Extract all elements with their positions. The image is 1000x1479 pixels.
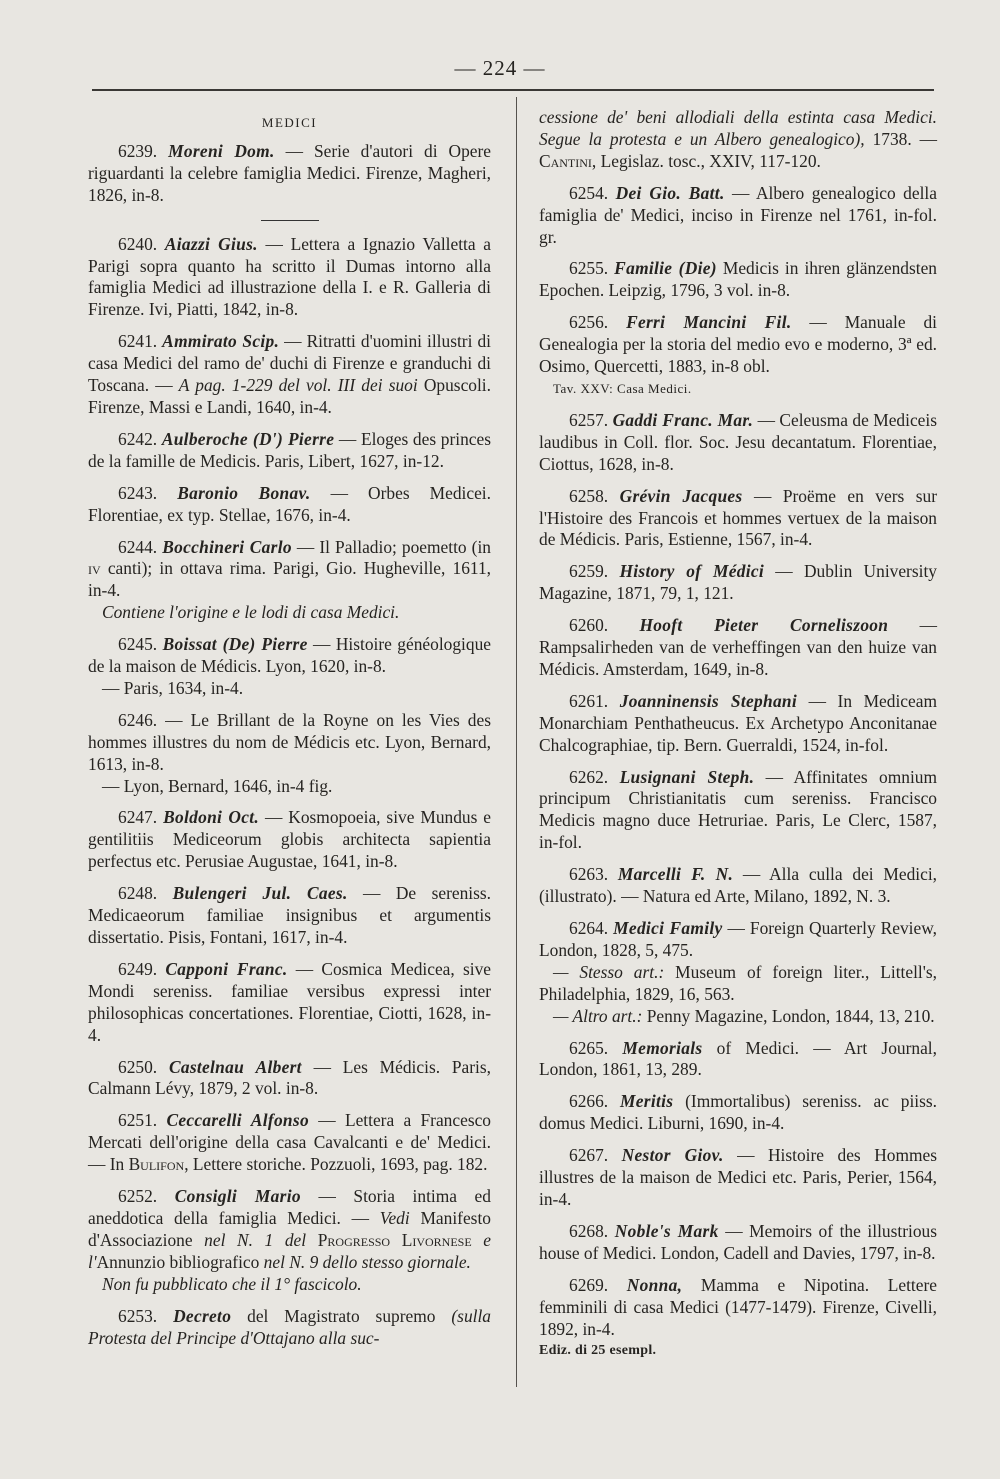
- header-rule: [92, 89, 934, 91]
- entry-text-continued: , Legislaz. tosc., XXIV, 117-120.: [591, 150, 821, 171]
- entry-text: — Memoirs of the illustrious house of Medici. London, Cadell and Davies, 1797, in-8.: [539, 1220, 937, 1263]
- entry-6248: [88, 883, 491, 949]
- entry-number: 6256.: [569, 312, 609, 333]
- entry-6253-continued: [539, 107, 937, 173]
- entry-text: del Magistrato supremo: [231, 1305, 452, 1326]
- entry-author: Medici Family: [613, 918, 723, 938]
- entry-author: Memorials: [622, 1037, 703, 1058]
- entry-6255: [539, 258, 937, 302]
- entry-text: — Manuale di Genealogia per la storia del medio evo e moderno, 3ª ed. Osimo, Quercetti, 1883, in-8 obl.: [539, 312, 937, 377]
- entry-number: 6264.: [569, 918, 609, 938]
- entry-6244: [88, 537, 491, 625]
- entry-number: 6260.: [569, 615, 609, 636]
- entry-author: Castelnau Albert: [168, 1056, 302, 1077]
- entry-number: 6255.: [569, 258, 609, 279]
- entry-subedition: [539, 962, 937, 1006]
- entry-author: Aulberoche (D') Pierre: [161, 428, 335, 449]
- entry-text: — Ritratti d'uomini illustri di casa Medici del ramo de' duchi di Firenze e granduchi di Toscana. —: [88, 331, 491, 396]
- entry-author: Bulengeri Jul. Caes.: [172, 883, 348, 904]
- entry-author: Gaddi Franc. Mar.: [612, 409, 754, 430]
- entry-6253: [88, 1306, 491, 1350]
- entry-number: 6250.: [118, 1056, 158, 1077]
- entry-6241: [88, 331, 491, 419]
- entry-text: — Dublin University Magazine, 1871, 79, 1, 121.: [539, 561, 937, 604]
- entry-6254: [539, 183, 937, 249]
- entry-text: — Affinitates omnium principum Christianitatis cum sereniss. Francisco Medicis magno duce Hetruriae. Paris, Le Clerc, 1587, in-fol.: [539, 766, 938, 853]
- entry-italic-text: (sulla Protesta del Principe d'Ottajano alla suc-: [88, 1305, 492, 1348]
- entry-subedition: [539, 1006, 937, 1028]
- entry-text-continued: canti); in ottava rima. Parigi, Gio. Hugheville, 1611, in-4.: [88, 558, 491, 601]
- entry-text: — Storia intima ed aneddotica della famiglia Medici. —: [88, 1186, 491, 1228]
- section-title: MEDICI: [261, 115, 318, 130]
- entry-text: Museum of foreign liter., Littell's, Philadelphia, 1829, 16, 563.: [539, 961, 937, 1004]
- entry-number: 6266.: [569, 1091, 609, 1112]
- entry-number: 6265.: [569, 1037, 609, 1058]
- entry-author: History of Médici: [619, 561, 764, 582]
- entry-smallcaps: Progresso Livornese: [306, 1229, 472, 1250]
- entry-text: — Proëme en vers sur l'Histoire des Francois et hommes vertuex de la maison de Médicis. Paris, Estienne, 1567, in-4.: [539, 485, 937, 550]
- entry-text: — Foreign Quarterly Review, London, 1828, 5, 475.: [539, 918, 938, 960]
- entry-author: Nonna,: [626, 1274, 683, 1295]
- entry-text: — Rampsalігheden van de verheffingen van den huize van Médicis. Amsterdam, 1649, in-8.: [539, 615, 937, 679]
- entry-6257: [539, 410, 937, 476]
- entry-6262: [539, 767, 937, 855]
- entry-text: of Medici. — Art Journal, London, 1861, 13, 289.: [539, 1037, 937, 1080]
- entry-author: Marcelli F. N.: [617, 864, 734, 885]
- entry-author: Noble's Mark: [614, 1220, 719, 1241]
- entry-text: Penny Magazine, London, 1844, 13, 210.: [642, 1005, 935, 1026]
- entry-6251: [88, 1110, 491, 1176]
- entry-text: — Celeusma de Mediceis laudibus in Coll. flor. Soc. Jesu decantatum. Florentiae, Ciottus, 1628, in-8.: [539, 409, 937, 474]
- entry-author: Decreto: [173, 1305, 232, 1326]
- entry-6252: [88, 1186, 491, 1296]
- entry-author: Moreni Dom.: [168, 140, 275, 161]
- entry-author: Lusignani Steph.: [619, 766, 755, 787]
- entry-number: 6243.: [118, 482, 158, 503]
- entry-6259: [539, 561, 937, 605]
- entry-text: — Albero genealogico della famiglia de' Medici, inciso in Firenze nel 1761, in-fol. gr.: [539, 182, 937, 247]
- entry-author: Aiazzi Gius.: [164, 233, 258, 254]
- entry-6249: [88, 959, 491, 1047]
- entry-number: 6258.: [569, 485, 609, 506]
- entry-text: 1738. —: [864, 128, 938, 149]
- entry-text: — In Mediceam Monarchiam Penthatheucus. Ex Archetypo Anconitanae Chalcographiae, tip. Bern. Guerraldi, 1524, in-fol.: [539, 690, 937, 755]
- entry-6266: [539, 1091, 937, 1135]
- entry-text: — Le Brillant de la Royne on les Vies des hommes illustres du nom de Médicis etc. Lyon, Bernard, 1613, in-8.: [88, 709, 491, 774]
- entry-6260: [539, 615, 937, 681]
- entry-number: 6249.: [118, 958, 158, 979]
- entry-italic-text: Vedi: [379, 1207, 410, 1228]
- entry-text: — Il Palladio; poemetto (in: [291, 536, 491, 557]
- entry-number: 6246.: [118, 709, 158, 730]
- entry-number: 6241.: [118, 331, 158, 352]
- entry-number: 6244.: [118, 536, 158, 557]
- page-number: — 224 —: [454, 56, 546, 80]
- entry-number: 6262.: [569, 766, 609, 787]
- entry-text: — Alla culla dei Medici, (illustrato). — Natura ed Arte, Milano, 1892, N. 3.: [539, 864, 937, 907]
- entry-text: — Serie d'autori di Opere riguardanti la celebre famiglia Medici. Firenze, Magheri, 1826, in-8.: [88, 140, 491, 205]
- entry-author: Familie (Die): [614, 258, 717, 279]
- entry-text-continued: Opuscoli. Firenze, Massi e Landi, 1640, in-4.: [88, 375, 491, 417]
- entry-text: — Histoire généologique de la maison de Médicis. Lyon, 1620, in-8.: [88, 634, 491, 677]
- entry-number: 6251.: [118, 1110, 158, 1131]
- column-divider: [516, 97, 517, 1387]
- entry-number: 6257.: [569, 409, 609, 430]
- entry-number: 6239.: [118, 140, 158, 161]
- entry-italic-text: — Stesso art.:: [553, 961, 665, 982]
- entry-smallcaps: Bulifon: [128, 1154, 185, 1175]
- entry-number: 6247.: [118, 807, 158, 828]
- entry-subedition: — Lyon, Bernard, 1646, in-4 fig.: [102, 775, 333, 796]
- entry-number: 6248.: [118, 883, 158, 904]
- entry-smallcaps: iv: [88, 558, 101, 579]
- entry-number: 6267.: [569, 1145, 609, 1166]
- entry-text-continued: Manifesto d'Associazione: [88, 1207, 491, 1250]
- entry-italic-text: e l': [88, 1229, 491, 1272]
- entry-6256: [539, 312, 937, 400]
- entry-text: — Cosmica Medicea, sive Mondi sereniss. familiae versibus expressi inter philosophicas concertationes. Florentiae, Ciotti, 1628, in-4.: [88, 958, 491, 1045]
- entry-number: 6254.: [569, 182, 609, 203]
- entry-text-continued: Annunzio bibliografico: [96, 1251, 260, 1272]
- entry-author: Ceccarelli Alfonso: [166, 1110, 309, 1131]
- entry-smallcaps: Cantini: [539, 150, 592, 171]
- entry-text: — Kosmopoeia, sive Mundus e gentilitiis Mediceorum globis architecta sapientia perfectus etc. Perusiae Augustae, 1641, in-8.: [88, 807, 491, 872]
- entry-6261: [539, 691, 937, 757]
- entry-text: — Eloges des princes de la famille de Medicis. Paris, Libert, 1627, in-12.: [88, 428, 491, 471]
- entry-text: Medicis in ihren glänzendsten Epochen. Leipzig, 1796, 3 vol. in-8.: [539, 258, 937, 301]
- entry-note: Non fu pubblicato che il 1° fascicolo.: [102, 1273, 362, 1294]
- entry-6247: [88, 807, 491, 873]
- entry-6250: [88, 1057, 491, 1101]
- entry-6245: [88, 634, 491, 700]
- entry-6269: [539, 1275, 937, 1363]
- entry-author: Joanninensis Stephani: [619, 690, 798, 711]
- entry-author: Boissat (De) Pierre: [162, 634, 308, 655]
- entry-text: — Orbes Medicei. Florentiae, ex typ. Stellae, 1676, in-4.: [88, 482, 491, 525]
- entry-number: 6245.: [118, 634, 158, 655]
- entry-subedition: — Paris, 1634, in-4.: [102, 677, 244, 698]
- entry-number: 6263.: [569, 864, 609, 885]
- entry-number: 6240.: [118, 233, 158, 254]
- entry-text: — Histoire des Hommes illustres de la maison de Medici etc. Paris, Perier, 1564, in-4.: [539, 1145, 937, 1209]
- entry-author: Bocchineri Carlo: [162, 536, 292, 557]
- entry-author: Baronio Bonav.: [177, 482, 311, 503]
- entry-text: Mamma e Nipotina. Lettere femminili di casa Medici (1477-1479). Firenze, Civelli, 1892, in-4.: [539, 1274, 937, 1339]
- entry-italic-text: nel N. 9 dello stesso giornale.: [259, 1251, 471, 1272]
- entry-author: Boldoni Oct.: [163, 807, 260, 828]
- entry-6246: [88, 710, 491, 798]
- entry-6268: [539, 1221, 937, 1265]
- entry-6264: [539, 918, 937, 1028]
- entry-italic-text: cessione de' beni allodiali della estinta casa Medici. Segue la protesta e un Albero genealogico),: [539, 107, 937, 149]
- entry-note: Ediz. di 25 esempl.: [539, 1343, 657, 1359]
- entry-note: Contiene l'origine e le lodi di casa Medici.: [102, 602, 400, 623]
- entry-6263: [539, 864, 937, 908]
- entry-text: (Immortalibus) sereniss. ac piiss. domus Medici. Liburni, 1690, in-4.: [539, 1091, 937, 1134]
- entry-6243: [88, 483, 491, 527]
- entry-author: Meritis: [619, 1091, 674, 1112]
- entry-author: Ammirato Scip.: [162, 331, 280, 352]
- entry-6239: [88, 141, 491, 207]
- entry-text-continued: , Lettere storiche. Pozzuoli, 1693, pag. 182.: [184, 1154, 488, 1175]
- entry-italic-text: nel N. 1 del: [204, 1229, 307, 1250]
- entry-text: — Les Médicis. Paris, Calmann Lévy, 1879, 2 vol. in-8.: [88, 1056, 491, 1099]
- entry-author: Ferri Mancini Fil.: [626, 312, 792, 333]
- entry-author: Grévin Jacques: [619, 485, 743, 506]
- entry-6265: [539, 1038, 937, 1082]
- entry-number: 6269.: [569, 1274, 609, 1295]
- entry-6242: [88, 429, 491, 473]
- entry-text: — Lettera a Ignazio Valletta a Parigi sopra quanto ha scritto il Dumas intorno alla famiglia Medici ad illustrazione della I. e R. Galleria di Firenze. Ivi, Piatti, 1842, in-8.: [88, 233, 491, 320]
- entry-author: Capponi Franc.: [165, 958, 288, 979]
- entry-italic-text: — Altro art.:: [553, 1005, 643, 1026]
- entry-note: Tav. XXV: Casa Medici.: [553, 380, 692, 396]
- entry-author: Hooft Pieter Corneliszoon: [639, 615, 889, 636]
- entry-6240: [88, 234, 491, 322]
- entry-6258: [539, 486, 937, 552]
- entry-author: Dei Gio. Batt.: [615, 182, 725, 203]
- entry-author: Consigli Mario: [174, 1186, 301, 1207]
- entry-italic-text: A pag. 1-229 del vol. III dei suoi: [178, 375, 418, 396]
- entry-number: 6268.: [569, 1220, 609, 1241]
- entry-6267: [539, 1145, 937, 1211]
- left-column: [88, 112, 491, 1359]
- entry-text: — De sereniss. Medicaeorum familiae insignibus et argumentis dissertatio. Pisis, Fontani, 1617, in-4.: [88, 883, 491, 947]
- entry-number: 6253.: [118, 1305, 158, 1326]
- entry-author: Nestor Giov.: [621, 1145, 724, 1166]
- entry-number: 6259.: [569, 561, 609, 582]
- entry-number: 6252.: [118, 1186, 158, 1207]
- separator-rule: [261, 220, 319, 221]
- right-column: [539, 107, 937, 1372]
- entry-number: 6242.: [118, 428, 158, 449]
- entry-number: 6261.: [569, 690, 609, 711]
- entry-text: — Lettera a Francesco Mercati dell'origine della casa Cavalcanti e de' Medici. — In: [88, 1110, 491, 1175]
